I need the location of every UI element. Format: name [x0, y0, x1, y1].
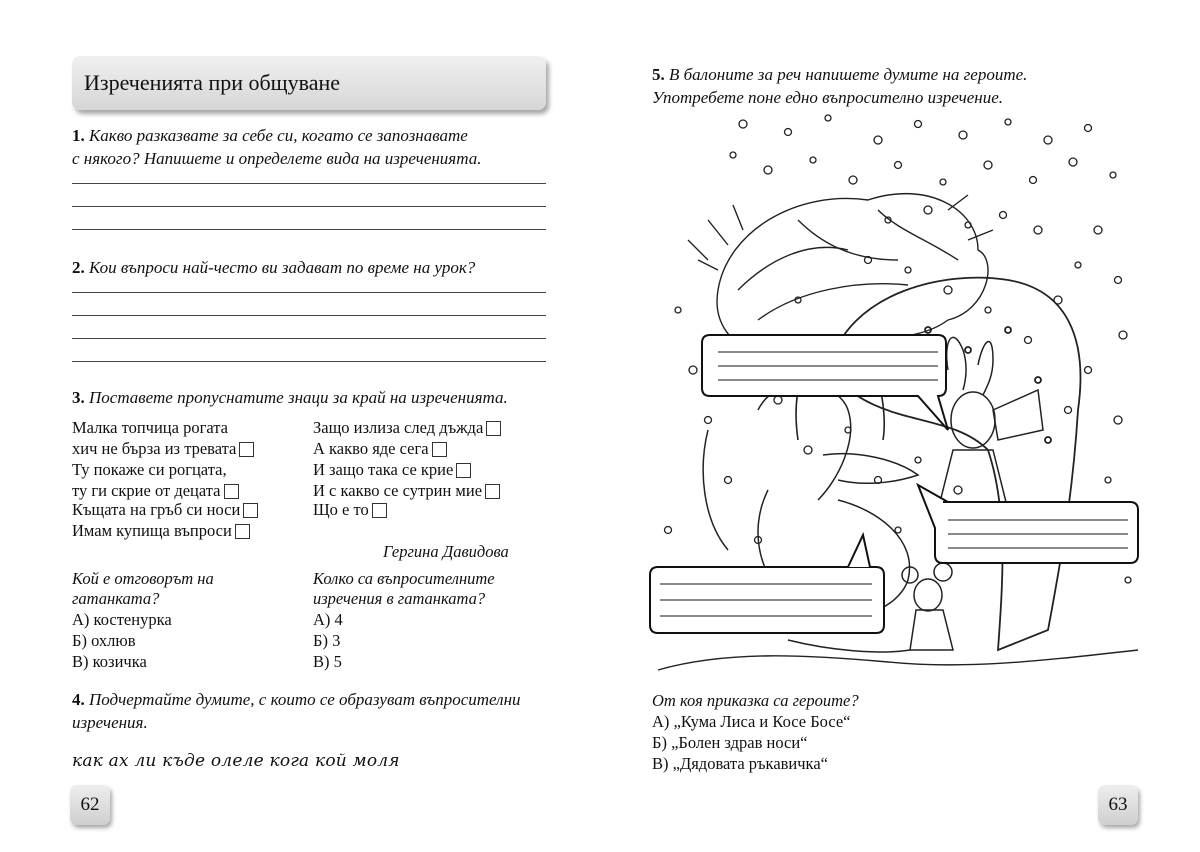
page-title-text: Изреченията при общуване [84, 70, 341, 95]
page-number-right-text: 63 [1108, 794, 1128, 815]
poem-line [313, 439, 447, 459]
page-title [72, 56, 546, 110]
punctuation-box[interactable] [239, 442, 254, 457]
poem-line-text: Къщата на гръб си носи [72, 500, 241, 519]
speech-bubble-1[interactable] [702, 335, 948, 430]
poem-line [313, 481, 500, 501]
question-4 [72, 688, 562, 734]
tale-option-a[interactable]: А) „Кума Лиса и Косе Босе“ [652, 712, 851, 731]
question-3-number: 3. [72, 388, 85, 407]
riddle-question-line: Кой е отговорът на [72, 569, 214, 588]
poem-line [72, 521, 250, 541]
question-2-number: 2. [72, 258, 85, 277]
riddle-option-c[interactable]: В) козичка [72, 652, 147, 671]
speech-bubble-3[interactable] [650, 535, 884, 633]
punctuation-box[interactable] [486, 421, 501, 436]
question-5-text: В балоните за реч напишете думите на героите. [669, 65, 1028, 84]
poem-line-text: И с какво се сутрин мие [313, 481, 483, 500]
poem-line-text: И защо така се крие [313, 460, 454, 479]
poem-line-text: Що е то [313, 500, 369, 519]
poem-line-text: Защо излиза след дъжда [313, 418, 484, 437]
riddle-option-b[interactable]: Б) охлюв [72, 631, 136, 650]
punctuation-box[interactable] [235, 524, 250, 539]
writing-line[interactable] [72, 361, 546, 362]
tree-crown [688, 194, 993, 358]
question-1-text: Какво разказвате за себе си, когато се запознавате [89, 126, 468, 145]
poem-line-text: ту ги скрие от децата [72, 481, 221, 500]
tale-question: От коя приказка са героите? [652, 691, 859, 710]
tale-option-c[interactable]: В) „Дядовата ръкавичка“ [652, 754, 828, 773]
speech-bubble-2[interactable] [918, 485, 1138, 563]
writing-line[interactable] [72, 229, 546, 230]
question-2-text: Кои въпроси най-често ви задават по време на урок? [89, 258, 476, 277]
punctuation-box[interactable] [432, 442, 447, 457]
poem-line-text: Имам купища въпроси [72, 521, 232, 540]
count-option-c[interactable]: В) 5 [313, 652, 342, 671]
count-option-a[interactable]: А) 4 [313, 610, 343, 629]
question-3 [72, 386, 552, 409]
count-question-line: Колко са въпросителните [313, 569, 495, 588]
poem-author: Гергина Давидова [383, 542, 509, 561]
fairy-tale-illustration [648, 110, 1143, 680]
question-5-number: 5. [652, 65, 665, 84]
question-1-text-2: с някого? Напишете и определете вида на изреченията. [72, 149, 482, 168]
poem-line [72, 500, 258, 520]
count-option-b[interactable]: Б) 3 [313, 631, 341, 650]
punctuation-box[interactable] [243, 503, 258, 518]
writing-line[interactable] [72, 292, 546, 293]
page-number-left [70, 785, 110, 825]
poem-line [313, 500, 387, 520]
punctuation-box[interactable] [456, 463, 471, 478]
poem-line-text: Малка топчица рогата [72, 418, 228, 437]
writing-line[interactable] [72, 315, 546, 316]
writing-line[interactable] [72, 183, 546, 184]
poem-line-text: Ту покаже си рогцата, [72, 460, 227, 479]
rabbit-character [938, 337, 1043, 510]
question-3-text: Поставете пропуснатите знаци за край на изреченията. [89, 388, 508, 407]
writing-line[interactable] [72, 206, 546, 207]
poem-line-text: хич не бърза из тревата [72, 439, 237, 458]
riddle-question [72, 569, 214, 609]
question-4-text: Подчертайте думите, с които се образуват въпросителни [89, 690, 521, 709]
count-question-line: изречения в гатанката? [313, 589, 486, 608]
poem-line-text: А какво яде сега [313, 439, 429, 458]
writing-line[interactable] [72, 338, 546, 339]
question-1-number: 1. [72, 126, 85, 145]
question-2 [72, 256, 552, 279]
question-4-number: 4. [72, 690, 85, 709]
question-5-text-2: Употребете поне едно въпросително изречение. [652, 88, 1003, 107]
riddle-option-a[interactable]: А) костенурка [72, 610, 172, 629]
ground [658, 650, 1138, 670]
poem-line [72, 481, 239, 501]
page-number-right [1098, 785, 1138, 825]
question-1 [72, 124, 552, 170]
question-4-text-2: изречения. [72, 713, 148, 732]
count-question [313, 569, 495, 609]
poem-line [313, 460, 471, 480]
punctuation-box[interactable] [372, 503, 387, 518]
riddle-question-line: гатанката? [72, 589, 160, 608]
question-5 [652, 63, 1172, 109]
poem-line [72, 418, 228, 438]
tale-option-b[interactable]: Б) „Болен здрав носи“ [652, 733, 808, 752]
poem-line [72, 460, 227, 480]
poem-line [313, 418, 501, 438]
words-to-underline[interactable]: как ах ли къде олеле кога кой моля [72, 751, 400, 771]
punctuation-box[interactable] [224, 484, 239, 499]
page-number-left-text: 62 [80, 794, 100, 815]
punctuation-box[interactable] [485, 484, 500, 499]
poem-line [72, 439, 254, 459]
